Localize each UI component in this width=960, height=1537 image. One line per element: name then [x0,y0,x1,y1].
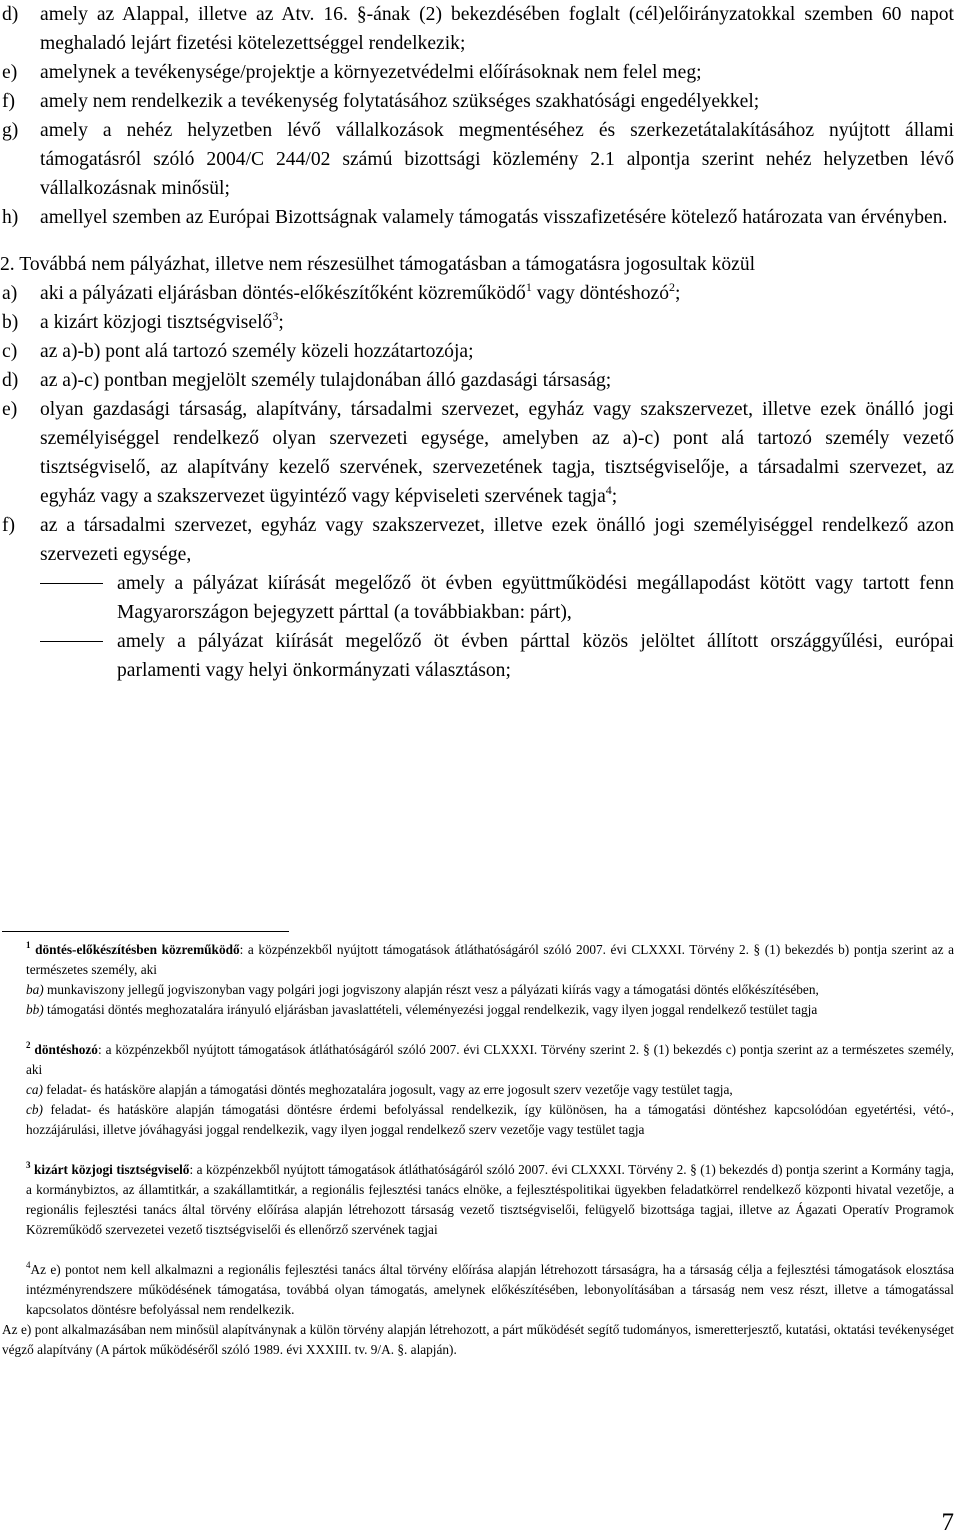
list-item-e [0,58,954,87]
footnote-divider [2,931,289,932]
dash-bullet [40,641,103,642]
item-text-part: ; [675,283,681,304]
footnote-term: döntéshozó [34,1042,98,1057]
item-text-part: olyan gazdasági társaság, alapítvány, társadalmi szervezet, egyház vagy szakszervezet, illetve ezek önálló jogi személyiséggel rendelkező olyan szervezeti egysége, amelyben az a)-c) pont alá tartozó személy vezető tisztségviselő, az alapítvány kezelő szervének, szervezetének tagja, tisztségviselője, a társadalmi szervezet, az egyház vagy a szakszervezet ügyintéző vagy képviseleti szervének tagja [40,399,954,507]
dash-item [0,627,954,685]
main-text [0,0,954,685]
item-text [40,308,954,337]
item-label: f) [2,515,16,536]
item-label: a) [2,283,18,304]
item-text [40,395,954,511]
item-text: az a)-b) pont alá tartozó személy közeli hozzátartozója; [40,341,474,362]
list-item-h [0,203,954,232]
footnote-ref-2[interactable]: 2 [669,280,675,294]
footnote-term: döntés-előkészítésben közreműködő [35,942,240,957]
footnote-number: 2 [26,1040,31,1050]
footnote-sublabel: ba) [26,982,44,997]
item-label: e) [2,62,18,83]
item-label: c) [2,341,18,362]
footnote-body: : a közpénzekből nyújtott támogatások átláthatóságáról szóló 2007. évi CLXXXI. Törvény szerint 2. § (1) bekezdés c) pontja szerint az a természetes személy, aki [26,1042,954,1077]
list-item-2a [0,279,954,308]
list-item-2f [0,511,954,569]
item-text: amelynek a tevékenysége/projektje a környezetvédelmi előírásoknak nem felel meg; [40,62,702,83]
list-item-g [0,116,954,203]
section-2-intro: 2. Továbbá nem pályázhat, illetve nem részesülhet támogatásban a támogatásra jogosultak közül [0,254,756,275]
footnote-body: feladat- és hatásköre alapján a támogatási döntés meghozatalára jogosult, vagy az erre jogosult szerv vezetője vagy testület tagja, [42,1082,733,1097]
item-text-part: a kizárt közjogi tisztségviselő [40,312,273,333]
footnote-ref-1[interactable]: 1 [525,280,532,294]
footnote-4 [2,1260,954,1360]
footnote-body: Az e) pont alkalmazásában nem minősül alapítványnak a külön törvény alapján létrehozott, a párt működését segítő tudományos, ismeretterjesztő, kutatási, oktatási tevékenységet végző alapítvány (A pártok működéséről szóló 1989. évi XXXIII. tv. 9/A. §. alapján). [2,1322,954,1357]
item-text: az a társadalmi szervezet, egyház vagy szakszervezet, illetve ezek önálló jogi személyiséggel rendelkező azon szervezeti egysége, [40,515,954,565]
item-text: az a)-c) pontban megjelölt személy tulajdonában álló gazdasági társaság; [40,370,612,391]
item-text: amellyel szemben az Európai Bizottságnak valamely támogatás visszafizetésére kötelező határozata van érvényben. [40,207,948,228]
item-text-part: aki a pályázati eljárásban döntés-előkészítőként közreműködő [40,283,526,304]
item-text: amely a nehéz helyzetben lévő vállalkozások megmentéséhez és szerkezetátalakításához nyújtott állami támogatásról szóló 2004/C 244/02 számú bizottsági közlemény 2.1 alpontja szerint nehéz helyzetben lévő vállalkozásnak minősül; [40,120,954,199]
item-text [40,279,954,308]
list-item-2c [0,337,954,366]
page-number: 7 [941,1509,954,1536]
list-item-2e [0,395,954,511]
footnote-body: Az e) pontot nem kell alkalmazni a regionális fejlesztési tanács által törvény előírása alapján létrehozott társaságra, ha a társaság célja a fejlesztési támogatások elosztása intézményrendszere működésének támogatása, továbbá olyan támogatás, amelynek előkészítésében, lebonyolításában a társaság nem vesz részt, illetve a támogatással kapcsolatos döntésre befolyással nem rendelkezik. [26,1262,954,1317]
item-label: g) [2,120,19,141]
item-text: amely az Alappal, illetve az Atv. 16. §-ának (2) bekezdésében foglalt (cél)előirányzatokkal szemben 60 napot meghaladó lejárt fizetési kötelezettséggel rendelkezik; [40,4,954,54]
list-item-2b [0,308,954,337]
footnote-3 [2,1160,954,1240]
footnote-2 [2,1040,954,1140]
item-text: amely nem rendelkezik a tevékenység folytatásához szükséges szakhatósági engedélyekkel; [40,91,760,112]
footnote-sublabel: bb) [26,1002,44,1017]
dash-item-text: amely a pályázat kiírását megelőző öt évben párttal közös jelöltet állított országgyűlési, európai parlamenti vagy helyi önkormányzati választáson; [117,631,954,681]
item-label: d) [2,370,19,391]
footnote-number: 3 [26,1160,31,1170]
footnote-body: : a közpénzekből nyújtott támogatások átláthatóságáról szóló 2007. évi CLXXXI. Törvény 2. § (1) bekezdés b) pontja szerint az a természetes személy, aki [26,942,954,977]
footnote-body: munkaviszony jellegű jogviszonyban vagy polgári jogi jogviszony alapján részt vesz a pályázati kiírás vagy a támogatási döntés előkészítésében, [43,982,819,997]
item-label: f) [2,91,16,112]
dash-item-text: amely a pályázat kiírását megelőző öt évben együttműködési megállapodást kötött vagy tartott fenn Magyarországon bejegyzett párttal (a továbbiakban: párt), [117,573,954,623]
list-item-d [0,0,954,58]
dash-bullet [40,583,103,584]
list-item-2d [0,366,954,395]
dash-item [0,569,954,627]
footnotes [2,940,954,1360]
footnote-sublabel: ca) [26,1082,43,1097]
footnote-number: 4 [26,1260,31,1270]
item-text-part: vagy döntéshozó [531,283,669,304]
footnote-number: 1 [26,940,31,950]
footnote-body: támogatási döntés meghozatalára irányuló eljárásban javaslattételi, véleményezési joggal rendelkezik, vagy ilyen joggal rendelkező testület tagja [43,1002,818,1017]
footnote-ref-3[interactable]: 3 [272,309,279,323]
list-item-f [0,87,954,116]
footnote-body: : a közpénzekből nyújtott támogatások átláthatóságáról szóló 2007. évi CLXXXI. Törvény 2. § (1) bekezdés d) pontja szerint a Kormány tagja, a kormánybiztos, az államtitkár, a szakállamtitkár, a regionális fejlesztési tanács elnöke, a fejlesztéspolitikai ügyekben feladatkörrel rendelkező központi hivatal vezetője, a regionális fejlesztési tanács által törvény előírása alapján létrehozott társaság vezető tisztségviselői, felügyelő bizottsága tagjai, illetve az Ágazati Operatív Programok Közreműködő szervezetei vezető tisztségviselői és ellenőrző szervének tagjai [26,1162,954,1237]
item-label: b) [2,312,19,333]
footnote-sublabel: cb) [26,1102,43,1117]
footnote-1 [2,940,954,1020]
footnote-ref-4[interactable]: 4 [605,483,612,497]
item-text-part: ; [611,486,618,507]
footnote-body: feladat- és hatásköre alapján támogatási döntésre érdemi befolyással rendelkezik, így különösen, ha a támogatási döntéshez kapcsolódóan egyetértési, vétó-, hozzájárulási, illetve jóváhagyási joggal rendelkezik, vagy ilyen joggal rendelkező szerv vezetője vagy testület tagja [26,1102,954,1137]
item-text-part: ; [278,312,284,333]
footnote-term: kizárt közjogi tisztségviselő [34,1162,190,1177]
item-label: d) [2,4,19,25]
item-label: e) [2,399,18,420]
item-label: h) [2,207,19,228]
